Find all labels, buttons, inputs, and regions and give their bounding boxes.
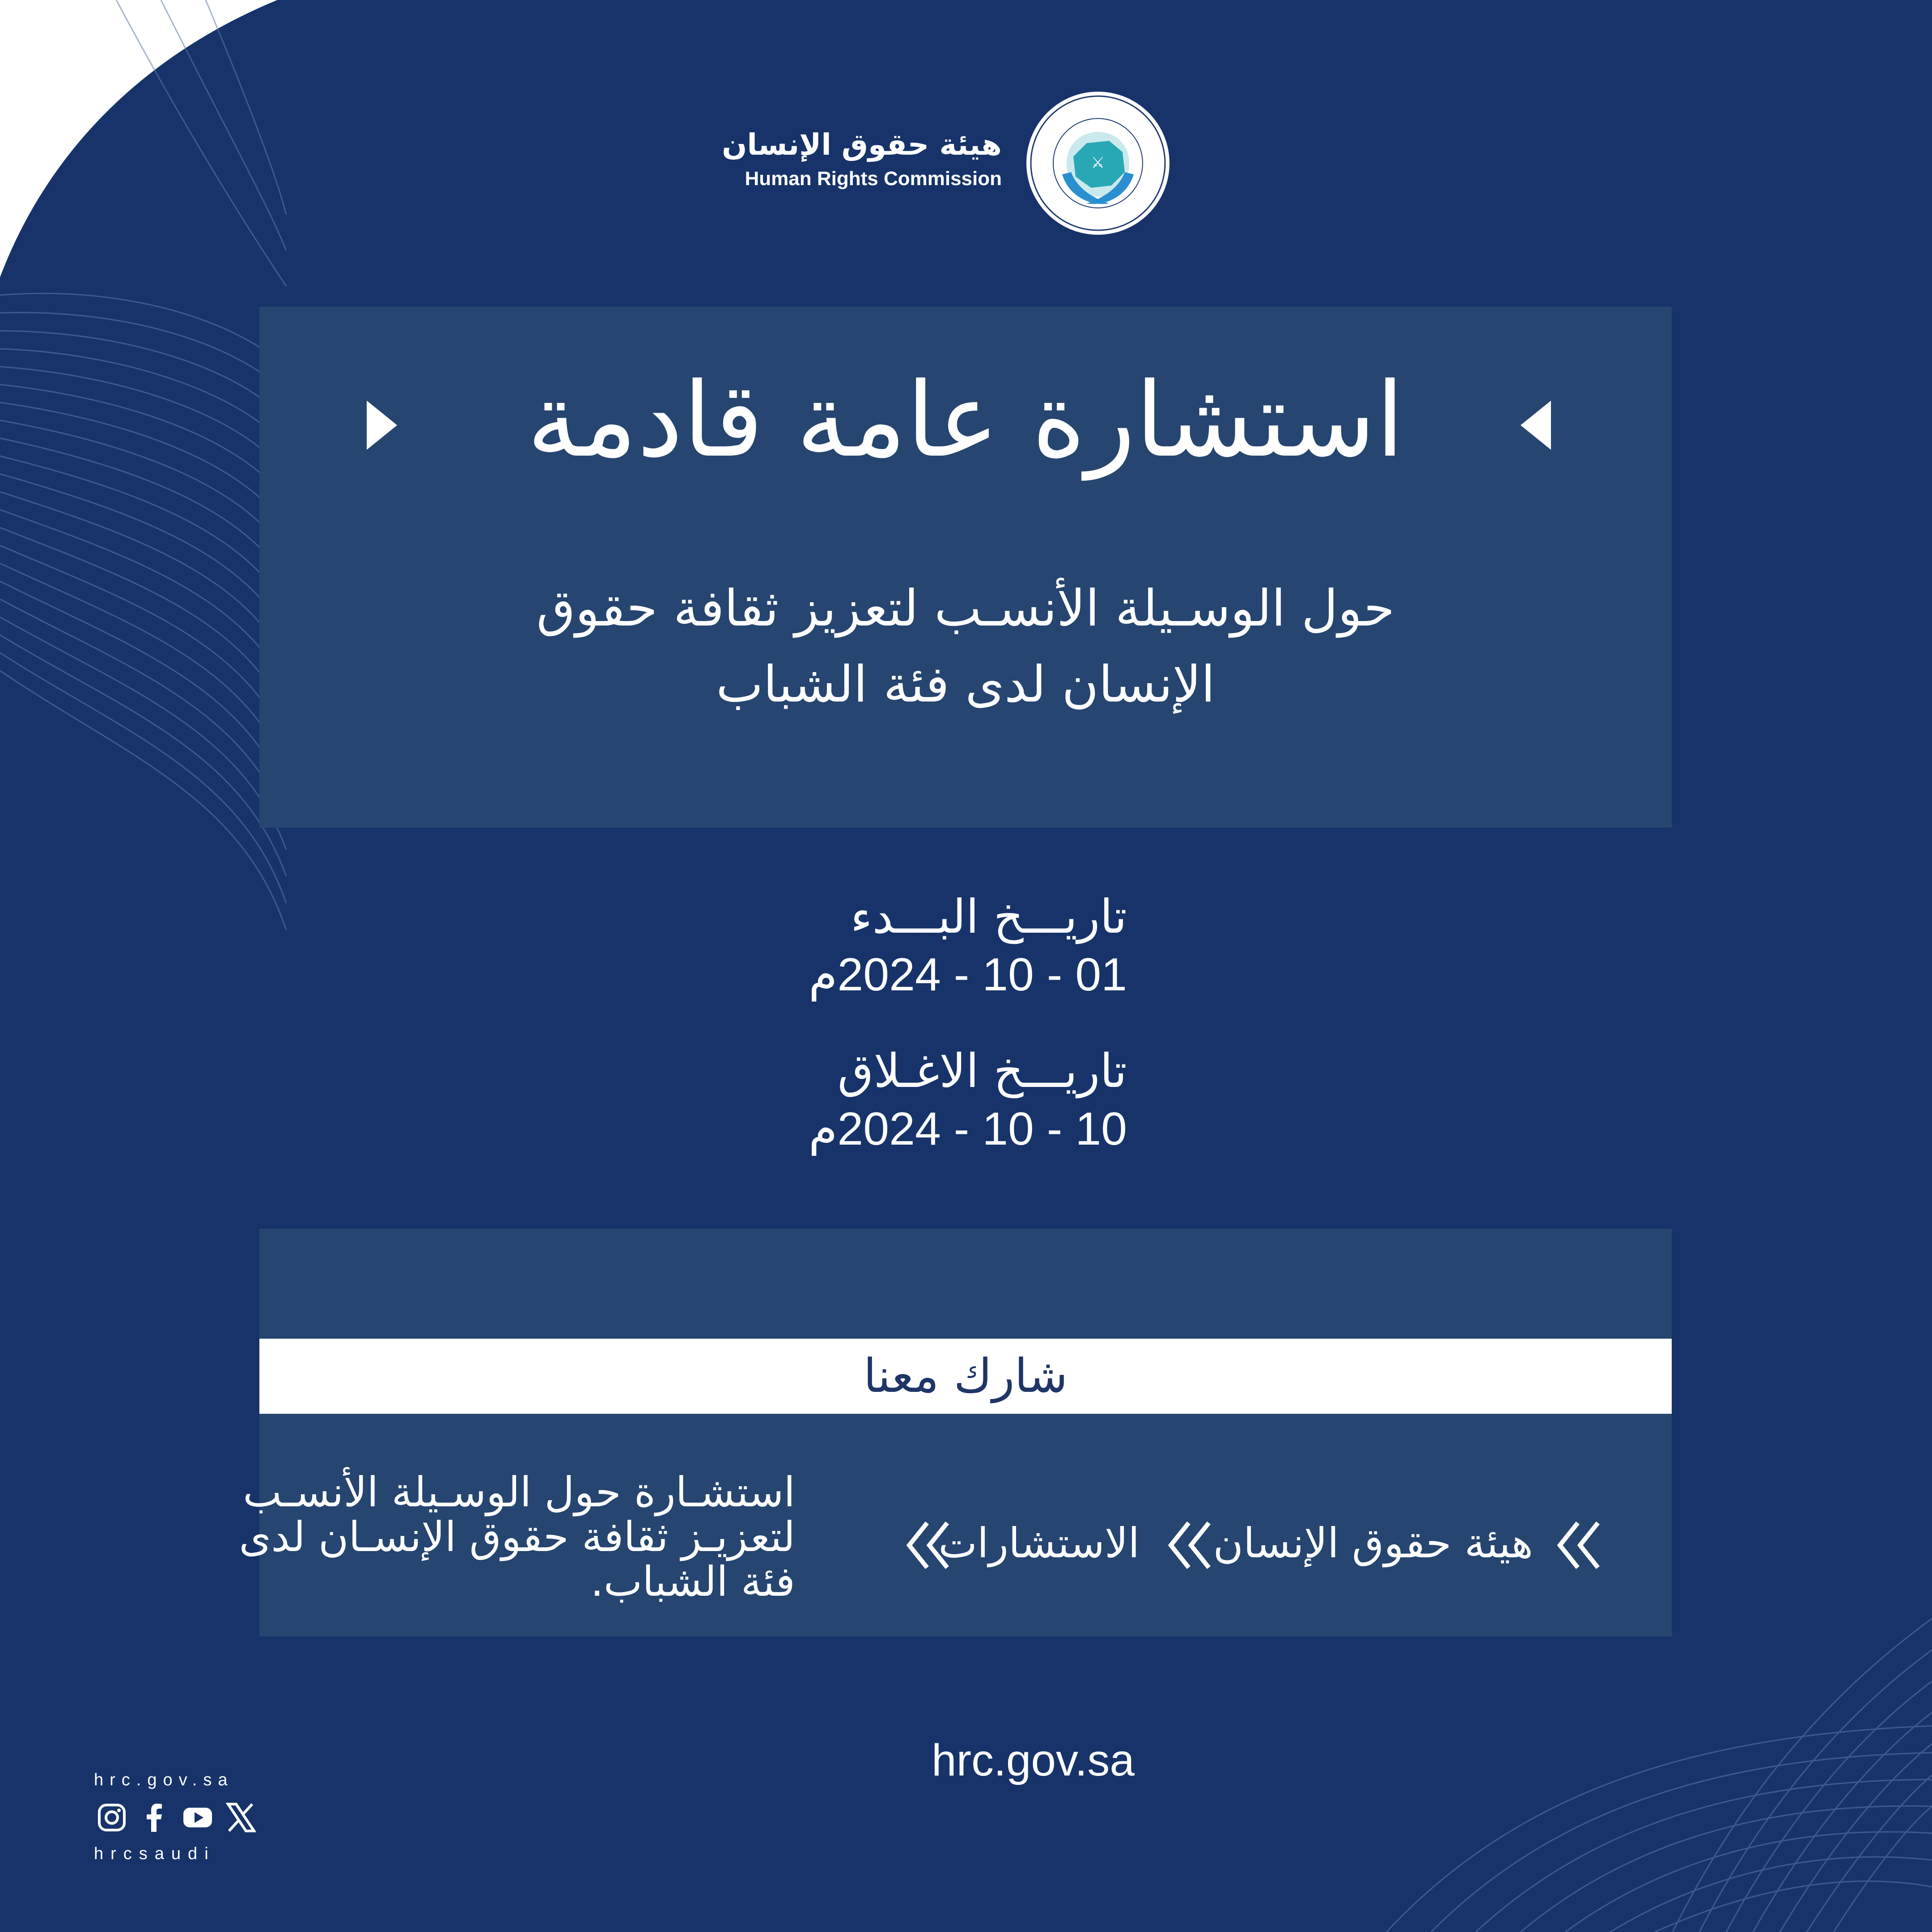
participate-button[interactable] (259, 1339, 1672, 1414)
double-chevron-left-icon (905, 1518, 954, 1572)
instagram-icon[interactable] (97, 1802, 127, 1833)
org-name-arabic: هيئة حقوق الإنسان (722, 127, 1002, 162)
org-name-english: Human Rights Commission (745, 168, 1002, 190)
wave-lines-right (1386, 1619, 1932, 1932)
social-domain: hrc.gov.sa (94, 1771, 234, 1789)
announcement-title: استشارة عامة قادمة (527, 361, 1404, 480)
breadcrumb-item-hrc[interactable]: هيئة حقوق الإنسان (1213, 1519, 1533, 1567)
breadcrumb-item-consultations[interactable]: الاستشارات (938, 1519, 1140, 1567)
start-date-value: 01 - 10 - 2024م (809, 949, 1127, 1001)
close-date-block (742, 1042, 1190, 1158)
brand-header (722, 85, 1181, 246)
youtube-icon[interactable] (182, 1802, 213, 1833)
close-date-value: 10 - 10 - 2024م (809, 1103, 1127, 1155)
participate-panel (239, 1229, 1672, 1636)
start-date-block (742, 888, 1190, 1004)
double-chevron-left-icon (1166, 1518, 1216, 1572)
announcement-panel (259, 307, 1672, 828)
start-date-label: تاريـــخ البـــدء (850, 889, 1127, 944)
svg-text:⚔: ⚔ (1091, 154, 1105, 172)
social-block (94, 1771, 268, 1864)
breadcrumb-item-current: استشـارة حول الوسـيلة الأنسـب لتعزيـز ثقافة حقوق الإنسـان لدى فئة الشباب. (239, 1468, 795, 1606)
announcement-subtitle (259, 571, 1672, 723)
social-handle: hrcsaudi (94, 1844, 216, 1863)
subtitle-line-1: حول الوسـيلة الأنسـب لتعزيز ثقافة حقوق (536, 579, 1395, 638)
close-date-label: تاريـــخ الاغـلاق (837, 1044, 1127, 1098)
double-chevron-left-icon (1555, 1518, 1605, 1572)
facebook-icon[interactable] (140, 1802, 170, 1833)
website-url[interactable]: hrc.gov.sa (932, 1735, 1135, 1785)
participate-label: شارك معنا (863, 1349, 1068, 1403)
x-icon[interactable] (225, 1802, 256, 1833)
subtitle-line-2: الإنسان لدى فئة الشباب (716, 655, 1215, 714)
social-icons (97, 1802, 268, 1833)
breadcrumb (239, 1461, 1645, 1606)
hrc-seal-logo (1024, 89, 1172, 237)
